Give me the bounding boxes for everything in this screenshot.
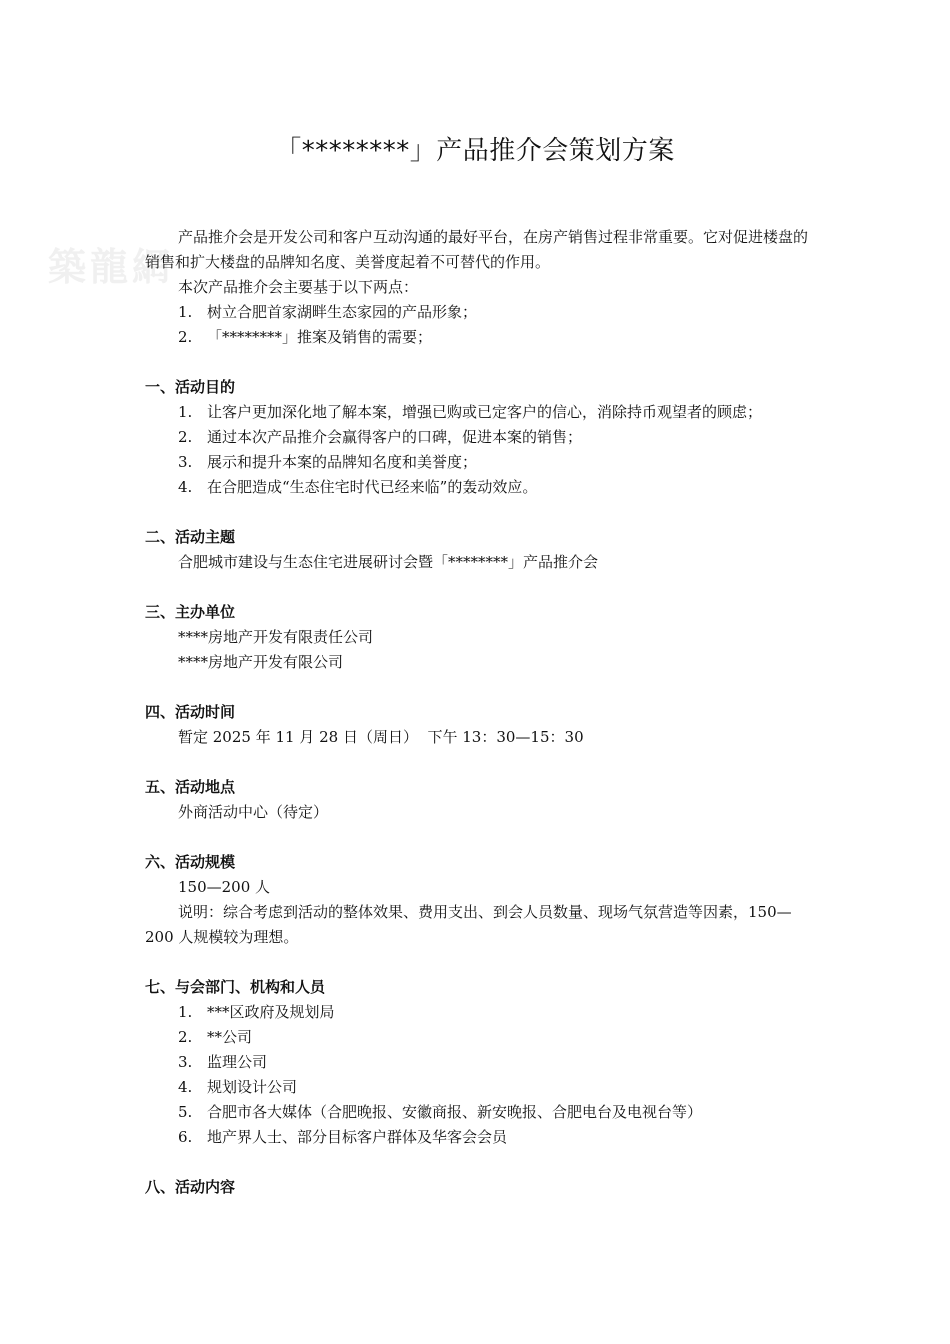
list-item	[145, 425, 820, 450]
list-text: 监理公司	[207, 1053, 268, 1071]
list-number: 5.	[178, 1103, 193, 1121]
list-text: ***区政府及规划局	[207, 1003, 335, 1021]
list-item	[145, 1075, 820, 1100]
list-text: **公司	[207, 1028, 253, 1046]
list-item	[145, 1050, 820, 1075]
list-item	[145, 1125, 820, 1150]
list-text: 树立合肥首家湖畔生态家园的产品形象；	[207, 303, 478, 321]
list-number: 1.	[178, 1003, 193, 1021]
watermark: 築龍網	[48, 244, 175, 289]
list-item	[145, 450, 820, 475]
section-heading-location: 五、活动地点	[145, 778, 236, 796]
intro-lead: 本次产品推介会主要基于以下两点：	[178, 278, 419, 296]
list-number: 4.	[178, 478, 193, 496]
time-text: 暂定 2025 年 11 月 28 日（周日） 下午 13：30—15：30	[178, 728, 584, 746]
list-item	[145, 1000, 820, 1025]
list-item	[145, 1100, 820, 1125]
list-item	[145, 1025, 820, 1050]
scale-note: 说明：综合考虑到活动的整体效果、费用支出、到会人员数量、现场气氛营造等因素，150—200 人规模较为理想。	[145, 903, 792, 946]
section-heading-organizer: 三、主办单位	[145, 603, 236, 621]
section-heading-theme: 二、活动主题	[145, 528, 236, 546]
list-number: 2.	[178, 1028, 193, 1046]
list-number: 2.	[178, 328, 193, 346]
list-item	[145, 300, 820, 325]
list-text: 「********」推案及销售的需要；	[207, 328, 433, 346]
list-number: 2.	[178, 428, 193, 446]
section-heading-content: 八、活动内容	[145, 1178, 236, 1196]
list-text: 在合肥造成“生态住宅时代已经来临”的轰动效应。	[207, 478, 538, 496]
list-number: 3.	[178, 1053, 193, 1071]
list-text: 展示和提升本案的品牌知名度和美誉度；	[207, 453, 478, 471]
organizer-2: ****房地产开发有限公司	[178, 653, 344, 671]
list-text: 让客户更加深化地了解本案，增强已购或已定客户的信心，消除持币观望者的顾虑；	[207, 403, 763, 421]
section-heading-scale: 六、活动规模	[145, 853, 236, 871]
document-body	[145, 225, 820, 1200]
section-heading-time: 四、活动时间	[145, 703, 236, 721]
document-title: 「********」产品推介会策划方案	[275, 136, 675, 166]
list-item	[145, 325, 820, 350]
list-number: 1.	[178, 303, 193, 321]
section-heading-attendees: 七、与会部门、机构和人员	[145, 978, 326, 996]
list-item	[145, 400, 820, 425]
list-number: 6.	[178, 1128, 193, 1146]
list-text: 规划设计公司	[207, 1078, 298, 1096]
list-text: 合肥市各大媒体（合肥晚报、安徽商报、新安晚报、合肥电台及电视台等）	[207, 1103, 703, 1121]
location-text: 外商活动中心（待定）	[178, 803, 329, 821]
organizer-1: ****房地产开发有限责任公司	[178, 628, 374, 646]
theme-text: 合肥城市建设与生态住宅进展研讨会暨「********」产品推介会	[178, 553, 599, 571]
intro-paragraph: 产品推介会是开发公司和客户互动沟通的最好平台，在房产销售过程非常重要。它对促进楼盘的销售和扩大楼盘的品牌知名度、美誉度起着不可替代的作用。	[145, 228, 809, 271]
list-number: 1.	[178, 403, 193, 421]
list-number: 3.	[178, 453, 193, 471]
section-heading-purpose: 一、活动目的	[145, 378, 236, 396]
list-item	[145, 475, 820, 500]
list-number: 4.	[178, 1078, 193, 1096]
list-text: 通过本次产品推介会赢得客户的口碑，促进本案的销售；	[207, 428, 583, 446]
list-text: 地产界人士、部分目标客户群体及华客会会员	[207, 1128, 508, 1146]
scale-text: 150—200 人	[178, 878, 271, 896]
